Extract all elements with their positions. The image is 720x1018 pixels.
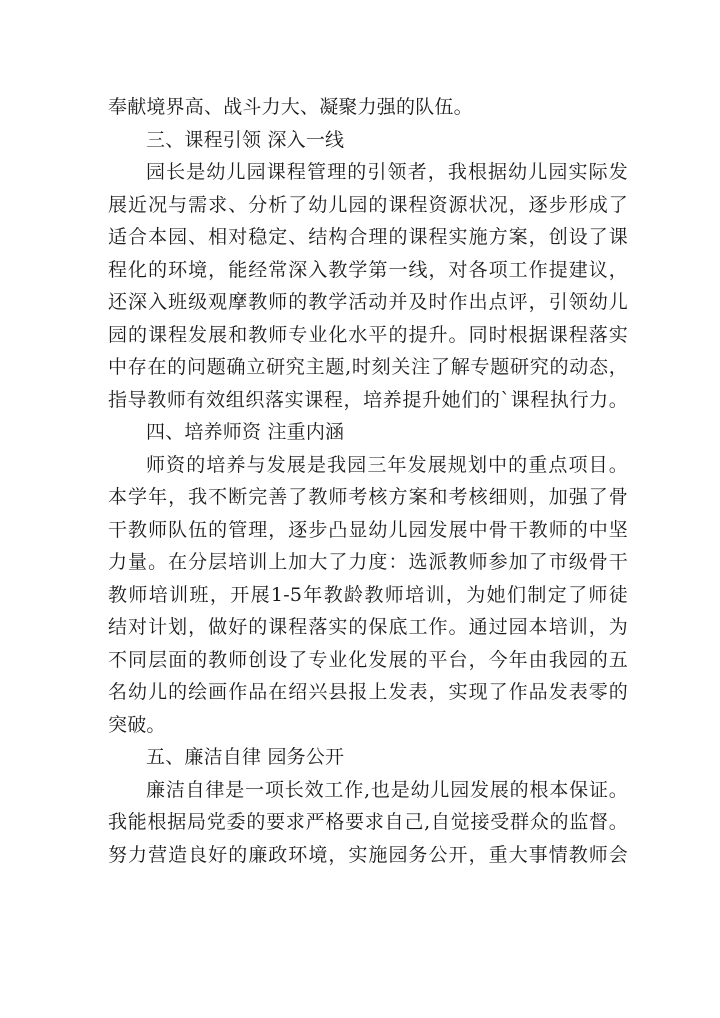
text-line: 结对计划，做好的课程落实的保底工作。通过园本培训，为 — [108, 616, 628, 638]
section-heading: 四、培养师资 注重内涵 — [146, 421, 345, 443]
document-body — [108, 91, 628, 871]
text-line: 园长是幼儿园课程管理的引领者，我根据幼儿园实际发 — [146, 161, 628, 183]
text-line: 教师培训班，开展1-5年教龄教师培训，为她们制定了师徒 — [108, 583, 628, 606]
text-line: 指导教师有效组织落实课程，培养提升她们的`课程执行力。 — [108, 388, 628, 411]
text-line: 力量。在分层培训上加大了力度：选派教师参加了市级骨干 — [108, 551, 628, 573]
text-line: 中存在的问题确立研究主题,时刻关注了解专题研究的动态， — [108, 356, 628, 378]
text-line: 不同层面的教师创设了专业化发展的平台，今年由我园的五 — [108, 648, 628, 671]
section-heading: 五、廉洁自律 园务公开 — [146, 746, 345, 768]
text-line: 本学年，我不断完善了教师考核方案和考核细则，加强了骨 — [108, 486, 628, 508]
text-line: 程化的环境，能经常深入教学第一线，对各项工作提建议， — [108, 258, 628, 281]
text-line: 努力营造良好的廉政环境，实施园务公开，重大事情教师会 — [108, 843, 628, 866]
text-line: 师资的培养与发展是我园三年发展规划中的重点项目。 — [146, 453, 628, 476]
text-line: 廉洁自律是一项长效工作,也是幼儿园发展的根本保证。 — [146, 778, 628, 801]
text-line: 名幼儿的绘画作品在绍兴县报上发表，实现了作品发表零的 — [108, 681, 628, 703]
text-line: 还深入班级观摩教师的教学活动并及时作出点评，引领幼儿 — [108, 291, 628, 313]
section-heading: 三、课程引领 深入一线 — [146, 128, 345, 151]
text-line: 奉献境界高、战斗力大、凝聚力强的队伍。 — [108, 96, 473, 118]
text-line: 突破。 — [108, 713, 166, 736]
text-line: 我能根据局党委的要求严格要求自己,自觉接受群众的监督。 — [108, 811, 628, 833]
text-line: 园的课程发展和教师专业化水平的提升。同时根据课程落实 — [108, 323, 628, 346]
text-line: 展近况与需求、分析了幼儿园的课程资源状况，逐步形成了 — [108, 193, 628, 216]
text-line: 适合本园、相对稳定、结构合理的课程实施方案，创设了课 — [108, 226, 628, 248]
text-line: 干教师队伍的管理，逐步凸显幼儿园发展中骨干教师的中坚 — [108, 518, 628, 541]
